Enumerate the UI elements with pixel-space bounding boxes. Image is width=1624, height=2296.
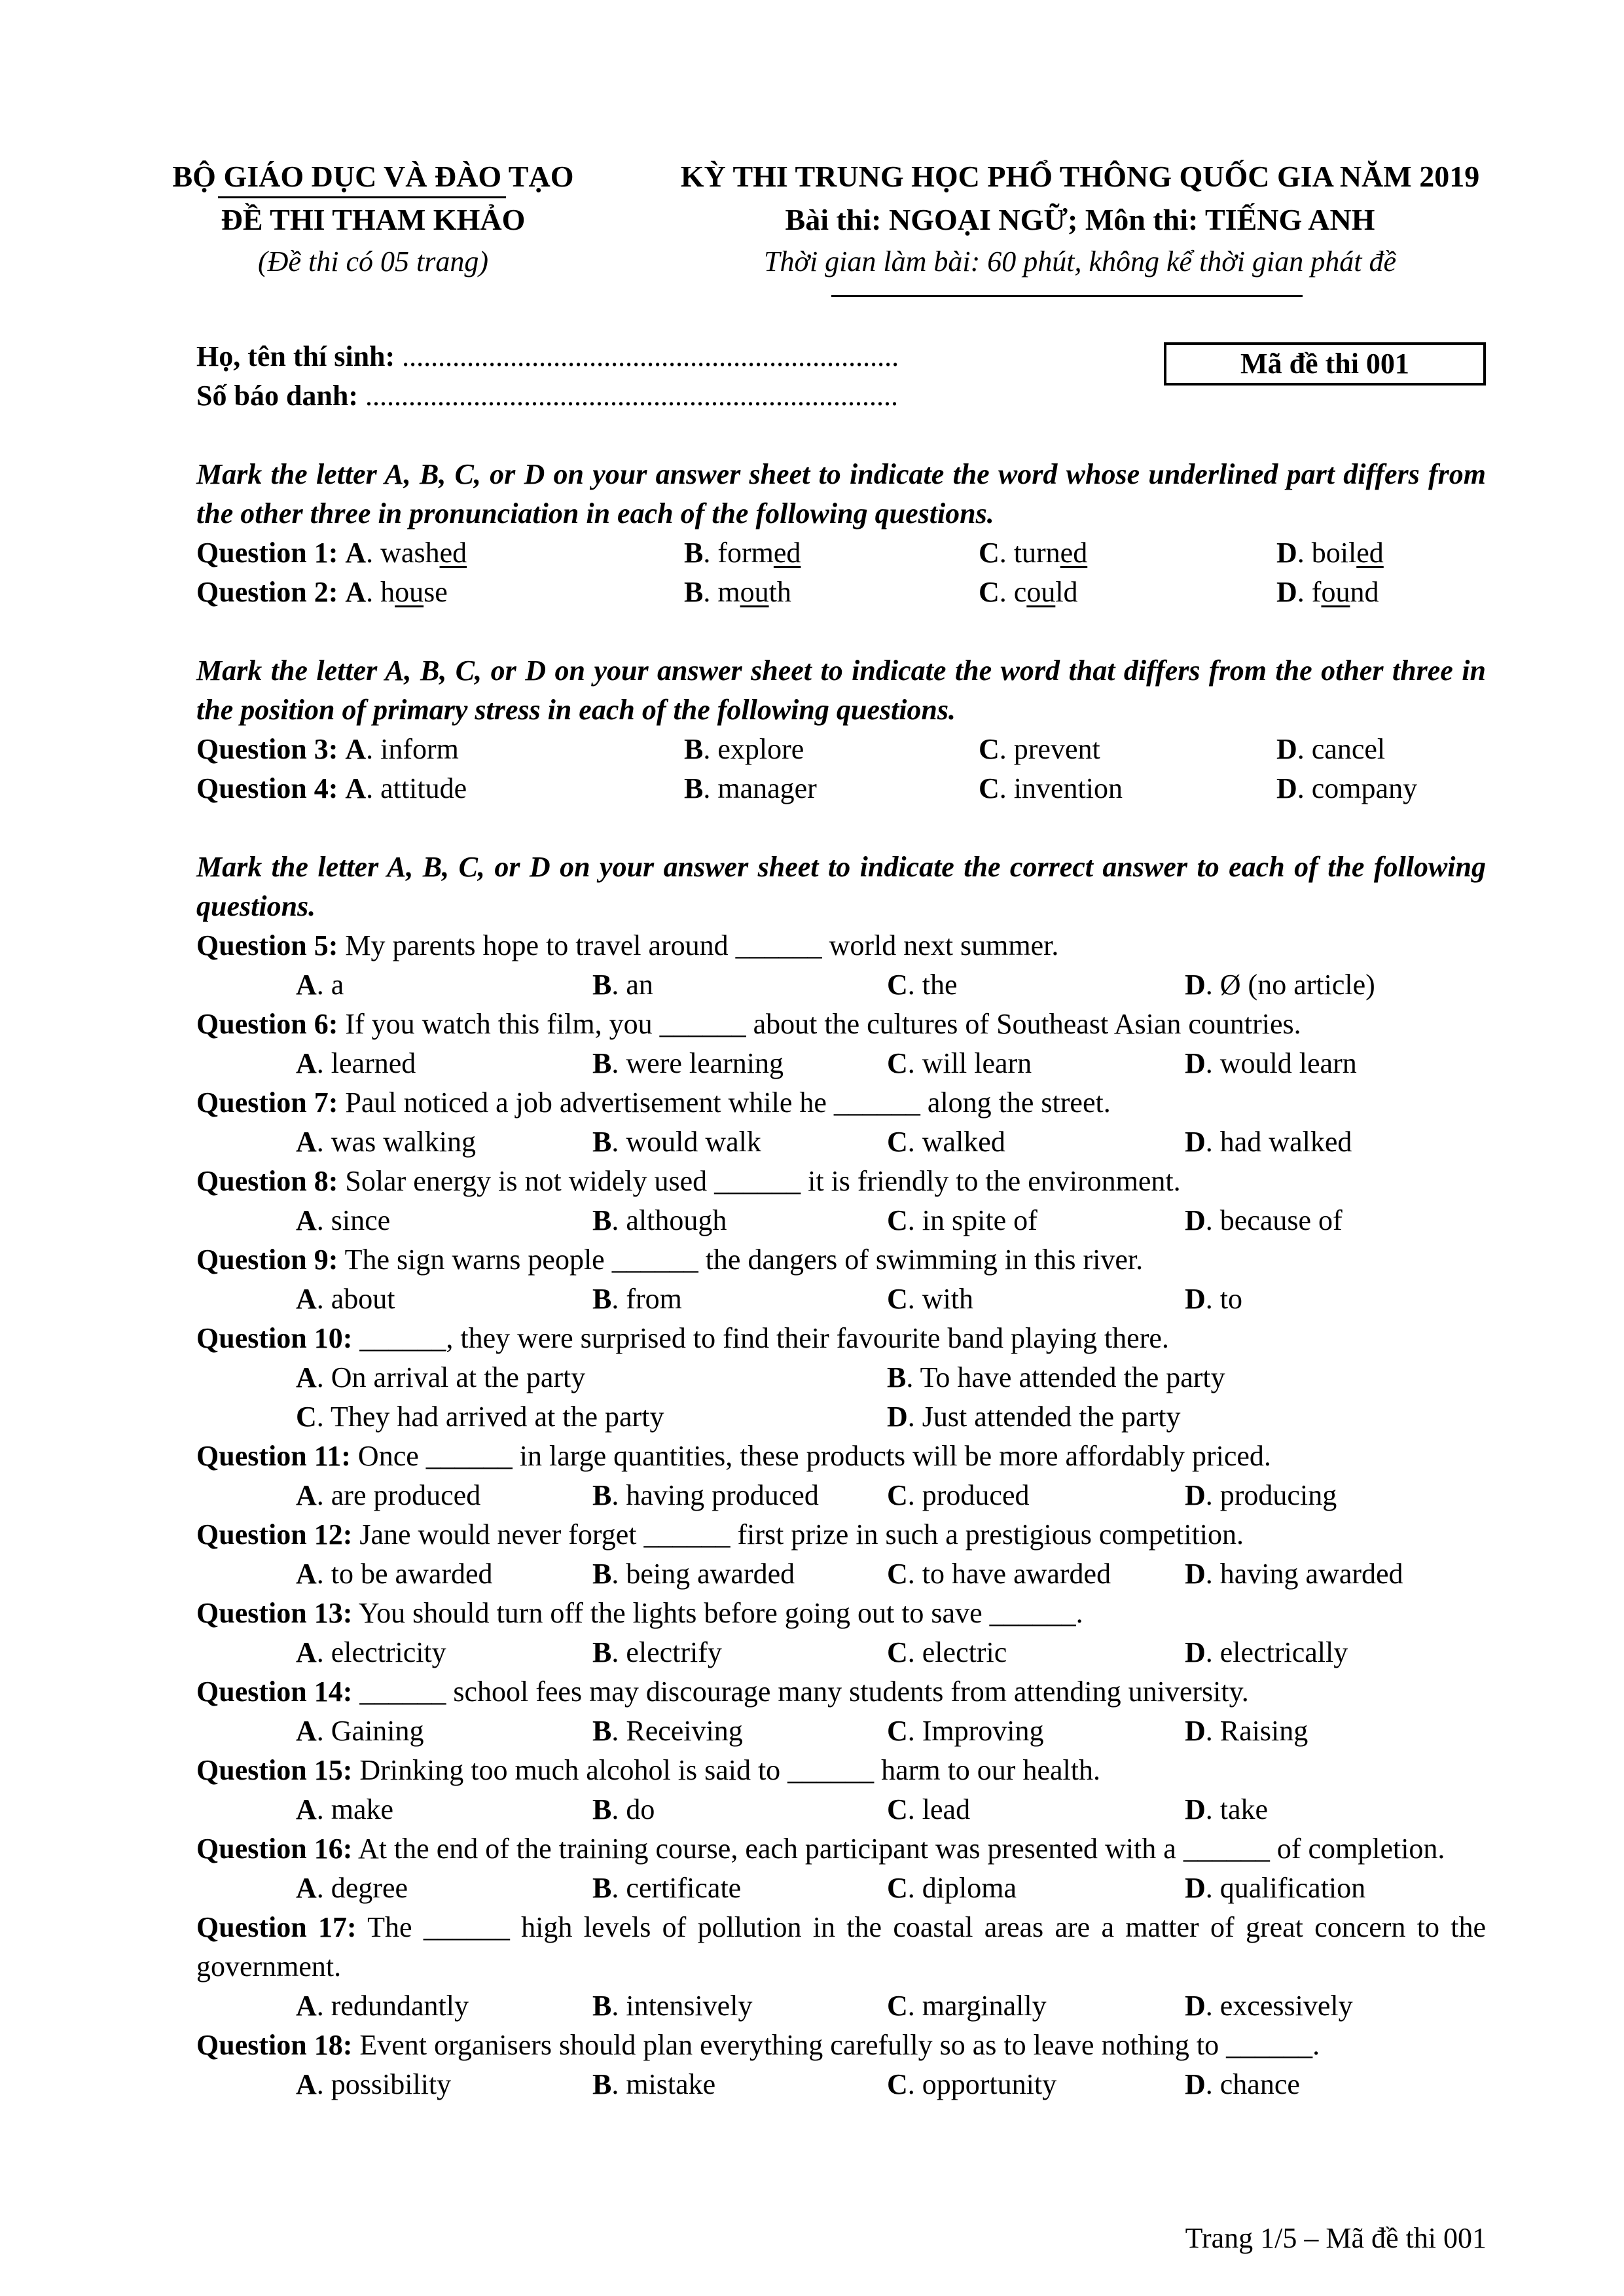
section-1-instruction: Mark the letter A, B, C, or D on your answer sheet to indicate the word whose underlined part differs from the other three in pronunciation in each of the following questions.	[196, 458, 1486, 529]
question-13-option-d[interactable]: D. electrically	[1185, 1636, 1348, 1668]
question-12-text: Jane would never forget ______ first prize in such a prestigious competition.	[359, 1518, 1244, 1551]
exam-title-underline	[831, 295, 1303, 297]
question-14-options-row	[196, 1712, 1486, 1751]
question-12-options-row	[196, 1554, 1486, 1594]
question-4	[196, 769, 1486, 808]
question-6-label: Question 6:	[196, 1008, 338, 1040]
question-16-option-b[interactable]: B. certificate	[592, 1872, 742, 1904]
question-8-option-d[interactable]: D. because of	[1185, 1204, 1343, 1236]
question-14-label: Question 14:	[196, 1676, 353, 1708]
question-15-label: Question 15:	[196, 1754, 353, 1786]
candidate-id-field[interactable]	[196, 376, 898, 416]
question-18-text: Event organisers should plan everything carefully so as to leave nothing to ______.	[359, 2029, 1320, 2061]
question-17-option-d[interactable]: D. excessively	[1185, 1990, 1353, 2022]
candidate-name-field[interactable]	[196, 337, 899, 376]
document-type: ĐỀ THI THAM KHẢO	[221, 203, 526, 236]
question-16-option-a[interactable]: A. degree	[296, 1872, 408, 1904]
question-3-option-c[interactable]: C. prevent	[979, 733, 1100, 765]
question-11-stem	[196, 1437, 1486, 1476]
candidate-id-dots: ..........................................................................	[358, 380, 899, 412]
question-11-option-c[interactable]: C. produced	[887, 1479, 1030, 1511]
question-9-stem	[196, 1240, 1486, 1280]
question-6-options-row	[196, 1044, 1486, 1083]
question-7-text: Paul noticed a job advertisement while he ______ along the street.	[345, 1086, 1111, 1119]
question-11-label: Question 11:	[196, 1440, 351, 1472]
question-17-option-b[interactable]: B. intensively	[592, 1990, 753, 2022]
question-3-option-d[interactable]: D. cancel	[1276, 733, 1386, 765]
candidate-id-label: Số báo danh:	[196, 380, 359, 412]
header-right	[622, 156, 1538, 283]
question-11-option-d[interactable]: D. producing	[1185, 1479, 1337, 1511]
question-15-options-row	[196, 1790, 1486, 1829]
question-9-option-c[interactable]: C. with	[887, 1283, 974, 1315]
question-7-option-b[interactable]: B. would walk	[592, 1126, 761, 1158]
question-18-options-row	[196, 2065, 1486, 2104]
question-1-option-b[interactable]: B. formed	[684, 537, 801, 569]
question-18-stem	[196, 2026, 1486, 2065]
question-2-label-and-option-a: Question 2: A. house	[196, 576, 448, 608]
question-5-option-a[interactable]: A. a	[296, 969, 344, 1001]
candidate-name-dots: .....................................................................	[395, 340, 899, 372]
question-16-option-c[interactable]: C. diploma	[887, 1872, 1017, 1904]
ministry-underline	[218, 196, 506, 198]
subject-line: Bài thi: NGOẠI NGỮ; Môn thi: TIẾNG ANH	[785, 203, 1375, 236]
question-12-option-b[interactable]: B. being awarded	[592, 1558, 795, 1590]
question-12-option-d[interactable]: D. having awarded	[1185, 1558, 1403, 1590]
question-8-option-c[interactable]: C. in spite of	[887, 1204, 1038, 1236]
question-12-option-c[interactable]: C. to have awarded	[887, 1558, 1111, 1590]
question-14-option-a[interactable]: A. Gaining	[296, 1715, 424, 1747]
question-9-option-a[interactable]: A. about	[296, 1283, 395, 1315]
section-3-instruction: Mark the letter A, B, C, or D on your answer sheet to indicate the correct answer to each of the following questions.	[196, 851, 1486, 922]
question-14-option-d[interactable]: D. Raising	[1185, 1715, 1308, 1747]
question-4-option-c[interactable]: C. invention	[979, 772, 1123, 804]
question-1-option-d[interactable]: D. boiled	[1276, 537, 1384, 569]
question-18-option-b[interactable]: B. mistake	[592, 2068, 716, 2100]
question-9-option-d[interactable]: D. to	[1185, 1283, 1243, 1315]
question-11-options-row	[196, 1476, 1486, 1515]
ministry-name: BỘ GIÁO DỤC VÀ ĐÀO TẠO	[172, 160, 574, 193]
page-count-note: (Đề thi có 05 trang)	[258, 245, 488, 278]
question-5-option-b[interactable]: B. an	[592, 969, 653, 1001]
question-2-option-b[interactable]: B. mouth	[684, 576, 791, 608]
question-5-label: Question 5:	[196, 929, 338, 961]
section-3-questions	[196, 926, 1486, 2104]
question-16-text: At the end of the training course, each participant was presented with a ______ of completion.	[357, 1833, 1445, 1865]
question-1-option-c[interactable]: C. turned	[979, 537, 1088, 569]
question-2-option-d[interactable]: D. found	[1276, 576, 1379, 608]
question-6-option-b[interactable]: B. were learning	[592, 1047, 784, 1079]
question-4-label-and-option-a: Question 4: A. attitude	[196, 772, 467, 804]
section-2-instruction: Mark the letter A, B, C, or D on your answer sheet to indicate the word that differs from the other three in the position of primary stress in each of the following questions.	[196, 655, 1486, 726]
question-13-text: You should turn off the lights before going out to save ______.	[358, 1597, 1083, 1629]
question-8-option-a[interactable]: A. since	[296, 1204, 391, 1236]
candidate-name-label: Họ, tên thí sinh:	[196, 340, 395, 372]
question-15-text: Drinking too much alcohol is said to ______ harm to our health.	[359, 1754, 1100, 1786]
question-13-stem	[196, 1594, 1486, 1633]
question-5-stem	[196, 926, 1486, 965]
question-10-option-d[interactable]: D. Just attended the party	[887, 1401, 1181, 1433]
question-12-option-a[interactable]: A. to be awarded	[296, 1558, 493, 1590]
question-8-options-row	[196, 1201, 1486, 1240]
question-8-label: Question 8:	[196, 1165, 338, 1197]
question-17-stem	[196, 1908, 1486, 1986]
question-7-options-row	[196, 1122, 1486, 1162]
question-8-text: Solar energy is not widely used ______ it is friendly to the environment.	[345, 1165, 1181, 1197]
question-4-option-d[interactable]: D. company	[1276, 772, 1418, 804]
question-15-option-a[interactable]: A. make	[296, 1793, 394, 1825]
question-15-option-b[interactable]: B. do	[592, 1793, 655, 1825]
question-11-option-a[interactable]: A. are produced	[296, 1479, 481, 1511]
question-5-option-c[interactable]: C. the	[887, 969, 958, 1001]
question-15-option-c[interactable]: C. lead	[887, 1793, 971, 1825]
question-2-option-c[interactable]: C. could	[979, 576, 1078, 608]
question-2	[196, 573, 1486, 612]
question-11-text: Once ______ in large quantities, these products will be more affordably priced.	[357, 1440, 1271, 1472]
question-16-option-d[interactable]: D. qualification	[1185, 1872, 1366, 1904]
question-13-options-row	[196, 1633, 1486, 1672]
question-14-option-c[interactable]: C. Improving	[887, 1715, 1044, 1747]
question-8-stem	[196, 1162, 1486, 1201]
question-6-option-a[interactable]: A. learned	[296, 1047, 416, 1079]
question-18-option-c[interactable]: C. opportunity	[887, 2068, 1057, 2100]
question-10-option-b[interactable]: B. To have attended the party	[887, 1361, 1225, 1393]
question-7-option-a[interactable]: A. was walking	[296, 1126, 476, 1158]
exam-code-box: Mã đề thi 001	[1164, 342, 1486, 386]
question-7-label: Question 7:	[196, 1086, 338, 1119]
question-4-option-b[interactable]: B. manager	[684, 772, 817, 804]
question-10-options-row	[196, 1358, 1486, 1397]
question-13-option-c[interactable]: C. electric	[887, 1636, 1007, 1668]
question-10-text: ______, they were surprised to find their favourite band playing there.	[359, 1322, 1169, 1354]
question-3	[196, 730, 1486, 769]
question-6-text: If you watch this film, you ______ about the cultures of Southeast Asian countries.	[345, 1008, 1301, 1040]
question-7-option-d[interactable]: D. had walked	[1185, 1126, 1352, 1158]
question-10-option-a[interactable]: A. On arrival at the party	[296, 1361, 586, 1393]
question-14-option-b[interactable]: B. Receiving	[592, 1715, 743, 1747]
question-18-option-a[interactable]: A. possibility	[296, 2068, 452, 2100]
question-13-label: Question 13:	[196, 1597, 353, 1629]
question-9-text: The sign warns people ______ the dangers of swimming in this river.	[344, 1244, 1144, 1276]
question-15-option-d[interactable]: D. take	[1185, 1793, 1269, 1825]
question-10-label: Question 10:	[196, 1322, 353, 1354]
question-7-stem	[196, 1083, 1486, 1122]
question-12-label: Question 12:	[196, 1518, 353, 1551]
question-17-options-row	[196, 1986, 1486, 2026]
question-13-option-a[interactable]: A. electricity	[296, 1636, 446, 1668]
question-14-stem	[196, 1672, 1486, 1712]
question-6-option-d[interactable]: D. would learn	[1185, 1047, 1357, 1079]
question-5-text: My parents hope to travel around ______ world next summer.	[345, 929, 1059, 961]
question-12-stem	[196, 1515, 1486, 1554]
question-18-option-d[interactable]: D. chance	[1185, 2068, 1300, 2100]
header-left	[151, 156, 596, 283]
question-13-option-b[interactable]: B. electrify	[592, 1636, 722, 1668]
question-9-option-b[interactable]: B. from	[592, 1283, 682, 1315]
question-10-options-row	[196, 1397, 1486, 1437]
question-10-stem	[196, 1319, 1486, 1358]
question-17-label: Question 17:	[196, 1911, 357, 1943]
question-1	[196, 533, 1486, 573]
question-5-option-d[interactable]: D. Ø (no article)	[1185, 969, 1375, 1001]
question-6-option-c[interactable]: C. will learn	[887, 1047, 1032, 1079]
question-17-text: The ______ high levels of pollution in the coastal areas are a matter of great concern to the government.	[196, 1911, 1486, 1982]
question-14-text: ______ school fees may discourage many students from attending university.	[359, 1676, 1249, 1708]
question-3-label-and-option-a: Question 3: A. inform	[196, 733, 459, 765]
question-18-label: Question 18:	[196, 2029, 353, 2061]
question-16-label: Question 16:	[196, 1833, 353, 1865]
question-16-options-row	[196, 1869, 1486, 1908]
question-5-options-row	[196, 965, 1486, 1005]
question-3-option-b[interactable]: B. explore	[684, 733, 804, 765]
question-9-options-row	[196, 1280, 1486, 1319]
question-9-label: Question 9:	[196, 1244, 338, 1276]
question-10-option-c[interactable]: C. They had arrived at the party	[296, 1401, 664, 1433]
exam-title: KỲ THI TRUNG HỌC PHỔ THÔNG QUỐC GIA NĂM 2019	[680, 160, 1480, 193]
question-11-option-b[interactable]: B. having produced	[592, 1479, 819, 1511]
question-15-stem	[196, 1751, 1486, 1790]
question-16-stem	[196, 1829, 1486, 1869]
question-6-stem	[196, 1005, 1486, 1044]
question-17-option-c[interactable]: C. marginally	[887, 1990, 1047, 2022]
question-17-option-a[interactable]: A. redundantly	[296, 1990, 469, 2022]
question-1-label-and-option-a: Question 1: A. washed	[196, 537, 467, 569]
time-note: Thời gian làm bài: 60 phút, không kể thời gian phát đề	[763, 245, 1396, 278]
question-content	[196, 455, 1486, 2104]
question-8-option-b[interactable]: B. although	[592, 1204, 727, 1236]
page-footer: Trang 1/5 – Mã đề thi 001	[1185, 2222, 1487, 2254]
question-7-option-c[interactable]: C. walked	[887, 1126, 1005, 1158]
